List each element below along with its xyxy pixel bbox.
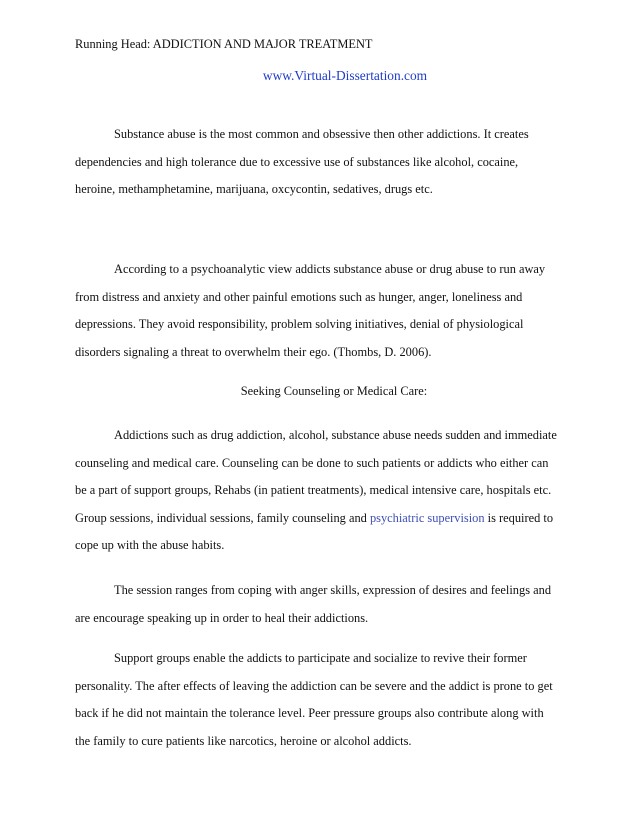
text-line: [75, 505, 565, 533]
text-line: personality. The after effects of leaving the addiction can be severe and the addict is prone to get: [75, 678, 553, 693]
running-head: Running Head: ADDICTION AND MAJOR TREATMENT: [75, 37, 373, 51]
text-line: dependencies and high tolerance due to excessive use of substances like alcohol, cocaine,: [75, 154, 519, 169]
text-line: depressions. They avoid responsibility, problem solving initiatives, denial of physiological: [75, 317, 524, 332]
section-heading-container: [0, 384, 638, 399]
text-line: Addictions such as drug addiction, alcohol, substance abuse needs sudden and immediate: [114, 428, 557, 442]
paragraph-substance-abuse: [75, 121, 565, 204]
text-line: the family to cure patients like narcotics, heroine or alcohol addicts.: [75, 733, 412, 748]
text-line: from distress and anxiety and other painful emotions such as hunger, anger, loneliness and: [75, 289, 523, 304]
text-line: cope up with the abuse habits.: [75, 538, 225, 553]
website-link-container: [0, 68, 638, 84]
text-line: counseling and medical care. Counseling can be done to such patients or addicts who either can: [75, 455, 549, 470]
website-link[interactable]: www.Virtual-Dissertation.com: [262, 68, 428, 83]
psychiatric-supervision-link[interactable]: psychiatric supervision: [369, 510, 485, 525]
paragraph-session-ranges: [75, 577, 565, 632]
text-line: Substance abuse is the most common and obsessive then other addictions. It creates: [114, 127, 529, 141]
text-line: are encourage speaking up in order to heal their addictions.: [75, 610, 369, 625]
text-line: The session ranges from coping with anger skills, expression of desires and feelings and: [114, 583, 552, 597]
paragraph-support-groups: [75, 645, 565, 755]
text-line: disorders signaling a threat to overwhelm their ego. (Thombs, D. 2006).: [75, 344, 432, 359]
text-line: back if he did not maintain the tolerance level. Peer pressure groups also contribute along with: [75, 706, 544, 721]
paragraph-psychoanalytic-view: [75, 256, 565, 366]
section-heading: Seeking Counseling or Medical Care:: [240, 384, 428, 398]
text-line: Support groups enable the addicts to participate and socialize to revive their former: [114, 651, 527, 665]
paragraph-counseling-medical-care: [75, 422, 565, 560]
text-line: heroine, methamphetamine, marijuana, oxcycontin, sedatives, drugs etc.: [75, 182, 433, 197]
text-segment: is required to: [484, 510, 554, 525]
text-line: be a part of support groups, Rehabs (in patient treatments), medical intensive care, hospitals etc.: [75, 483, 552, 498]
text-segment: Group sessions, individual sessions, family counseling and: [75, 510, 370, 525]
text-line: According to a psychoanalytic view addicts substance abuse or drug abuse to run away: [114, 262, 546, 276]
